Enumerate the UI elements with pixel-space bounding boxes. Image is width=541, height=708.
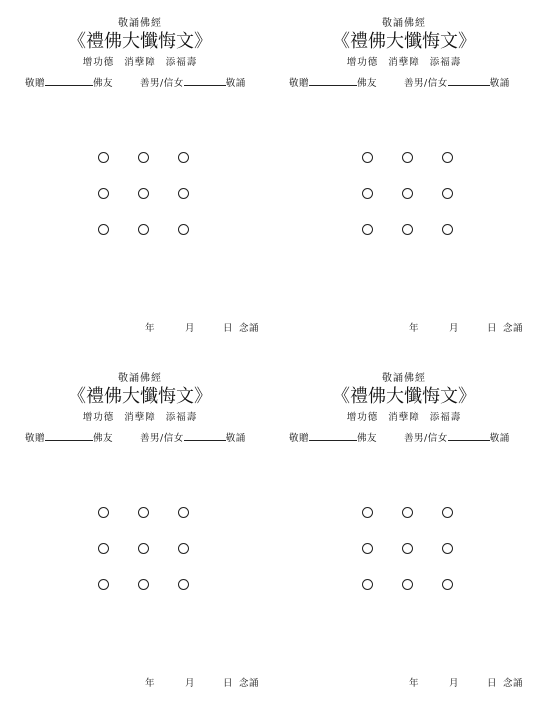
dedication-prefix: 敬贈 <box>25 433 46 444</box>
date-year: 年 <box>144 323 155 334</box>
sutra-title: 《禮佛大懺悔文》 <box>332 31 476 52</box>
blessing-karma: 消孽障 <box>388 412 420 423</box>
date-line <box>409 675 523 689</box>
dedication-devotees: 善男/信女 <box>404 78 448 89</box>
sutra-title: 《禮佛大懺悔文》 <box>68 31 212 52</box>
count-circle[interactable] <box>178 579 189 590</box>
card-header-label: 敬誦佛經 <box>118 18 162 29</box>
blessing-fortune: 添福壽 <box>429 57 462 68</box>
count-circle[interactable] <box>362 188 373 199</box>
dedication-suffix: 敬誦 <box>489 433 510 444</box>
date-recite: 念誦 <box>238 323 259 334</box>
date-year: 年 <box>408 323 419 334</box>
date-day: 日 <box>486 678 497 689</box>
date-day: 日 <box>486 323 497 334</box>
dedication-line <box>289 430 522 444</box>
dedication-suffix: 敬誦 <box>489 78 510 89</box>
blessing-karma: 消孽障 <box>388 57 420 68</box>
blessings-line <box>8 409 272 423</box>
giver-blank[interactable] <box>184 75 226 86</box>
blessing-karma: 消孽障 <box>124 57 156 68</box>
date-month: 月 <box>448 323 459 334</box>
count-circle[interactable] <box>442 507 453 518</box>
recipient-blank[interactable] <box>309 75 357 86</box>
date-year: 年 <box>408 678 419 689</box>
blessings-line <box>272 54 536 68</box>
blessing-merit: 增功德 <box>346 412 379 423</box>
giver-blank[interactable] <box>184 430 226 441</box>
count-circle[interactable] <box>442 224 453 235</box>
count-circle[interactable] <box>178 224 189 235</box>
count-circle[interactable] <box>402 224 413 235</box>
date-year: 年 <box>144 678 155 689</box>
count-circle[interactable] <box>98 152 109 163</box>
count-circle[interactable] <box>138 188 149 199</box>
count-circle[interactable] <box>362 507 373 518</box>
count-circle[interactable] <box>442 579 453 590</box>
recitation-card <box>8 363 272 708</box>
date-day: 日 <box>222 678 233 689</box>
dedication-prefix: 敬贈 <box>25 78 46 89</box>
blessing-merit: 增功德 <box>82 57 115 68</box>
recitation-count-circles <box>362 507 462 597</box>
dedication-line <box>289 75 522 89</box>
recipient-blank[interactable] <box>45 75 93 86</box>
count-circle[interactable] <box>362 579 373 590</box>
count-circle[interactable] <box>442 543 453 554</box>
dedication-devotees: 善男/信女 <box>404 433 448 444</box>
blessing-karma: 消孽障 <box>124 412 156 423</box>
dedication-friend: 佛友 <box>93 433 114 444</box>
recipient-blank[interactable] <box>45 430 93 441</box>
recitation-card <box>8 8 272 353</box>
blessing-merit: 增功德 <box>82 412 115 423</box>
sutra-title: 《禮佛大懺悔文》 <box>332 386 476 407</box>
blessing-fortune: 添福壽 <box>429 412 462 423</box>
count-circle[interactable] <box>362 543 373 554</box>
card-header-label: 敬誦佛經 <box>382 373 426 384</box>
dedication-devotees: 善男/信女 <box>140 433 184 444</box>
dedication-devotees: 善男/信女 <box>140 78 184 89</box>
date-recite: 念誦 <box>238 678 259 689</box>
count-circle[interactable] <box>98 507 109 518</box>
dedication-friend: 佛友 <box>93 78 114 89</box>
count-circle[interactable] <box>138 543 149 554</box>
card-header-label: 敬誦佛經 <box>118 373 162 384</box>
count-circle[interactable] <box>98 543 109 554</box>
recitation-card <box>272 363 536 708</box>
date-recite: 念誦 <box>502 323 523 334</box>
count-circle[interactable] <box>402 188 413 199</box>
count-circle[interactable] <box>138 579 149 590</box>
count-circle[interactable] <box>402 579 413 590</box>
count-circle[interactable] <box>178 152 189 163</box>
giver-blank[interactable] <box>448 430 490 441</box>
count-circle[interactable] <box>138 507 149 518</box>
count-circle[interactable] <box>402 507 413 518</box>
blessings-line <box>8 54 272 68</box>
blessings-line <box>272 409 536 423</box>
count-circle[interactable] <box>402 152 413 163</box>
recitation-count-circles <box>98 507 198 597</box>
count-circle[interactable] <box>442 152 453 163</box>
blessing-fortune: 添福壽 <box>165 57 198 68</box>
date-line <box>409 320 523 334</box>
count-circle[interactable] <box>138 224 149 235</box>
count-circle[interactable] <box>98 224 109 235</box>
date-month: 月 <box>184 323 195 334</box>
count-circle[interactable] <box>362 224 373 235</box>
dedication-line <box>25 430 258 444</box>
dedication-friend: 佛友 <box>357 433 378 444</box>
count-circle[interactable] <box>402 543 413 554</box>
date-day: 日 <box>222 323 233 334</box>
blessing-merit: 增功德 <box>346 57 379 68</box>
count-circle[interactable] <box>98 579 109 590</box>
recitation-card <box>272 8 536 353</box>
count-circle[interactable] <box>362 152 373 163</box>
sutra-title: 《禮佛大懺悔文》 <box>68 386 212 407</box>
date-month: 月 <box>184 678 195 689</box>
date-line <box>145 320 259 334</box>
count-circle[interactable] <box>178 188 189 199</box>
date-line <box>145 675 259 689</box>
dedication-prefix: 敬贈 <box>289 78 310 89</box>
count-circle[interactable] <box>178 543 189 554</box>
count-circle[interactable] <box>98 188 109 199</box>
dedication-friend: 佛友 <box>357 78 378 89</box>
date-month: 月 <box>448 678 459 689</box>
dedication-suffix: 敬誦 <box>225 433 246 444</box>
recitation-count-circles <box>362 152 462 242</box>
count-circle[interactable] <box>442 188 453 199</box>
date-recite: 念誦 <box>502 678 523 689</box>
count-circle[interactable] <box>138 152 149 163</box>
card-header-label: 敬誦佛經 <box>382 18 426 29</box>
recipient-blank[interactable] <box>309 430 357 441</box>
dedication-prefix: 敬贈 <box>289 433 310 444</box>
recitation-count-circles <box>98 152 198 242</box>
dedication-suffix: 敬誦 <box>225 78 246 89</box>
blessing-fortune: 添福壽 <box>165 412 198 423</box>
count-circle[interactable] <box>178 507 189 518</box>
giver-blank[interactable] <box>448 75 490 86</box>
dedication-line <box>25 75 258 89</box>
